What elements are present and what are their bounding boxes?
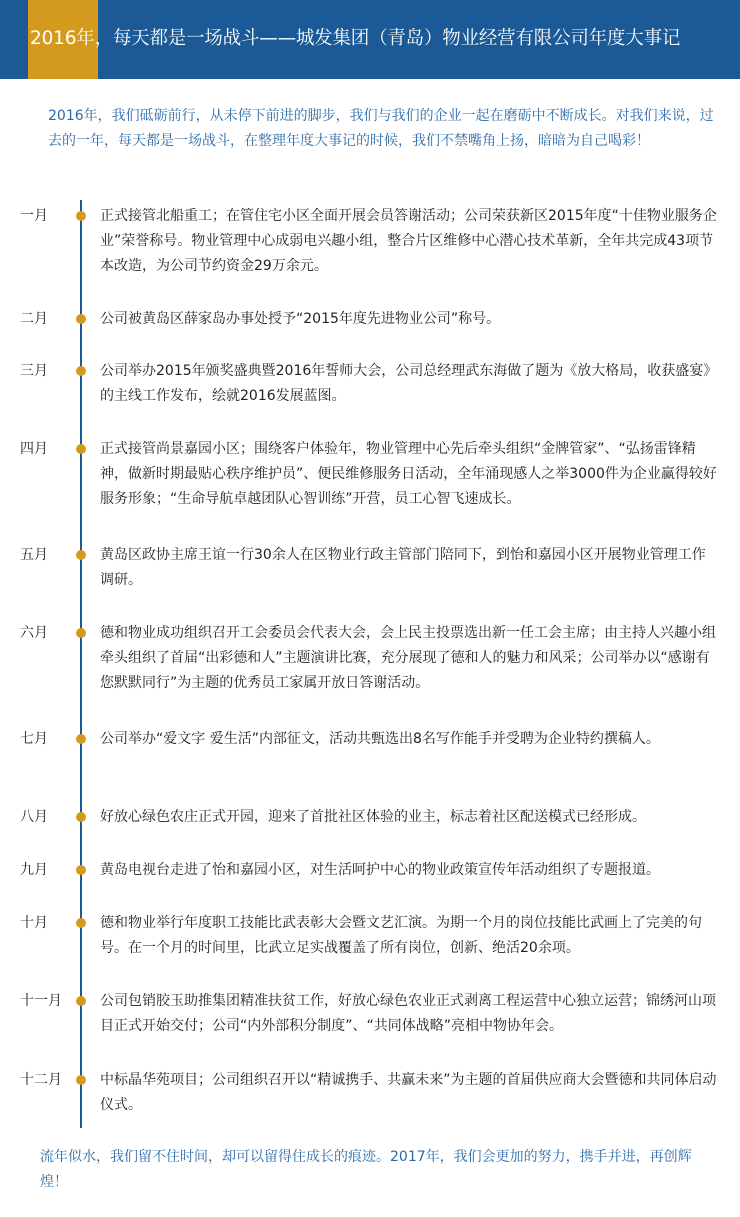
event-text: 正式接管北船重工；在管住宅小区全面开展会员答谢活动；公司荣获新区2015年度“十佳物业服务企业”荣誉称号。物业管理中心成弱电兴趣小组，整合片区维修中心潜心技术革新，全年共完成43项节本改造，为公司节约资金29万余元。 bbox=[100, 208, 717, 274]
timeline-dot-icon bbox=[76, 734, 86, 744]
timeline-dot-icon bbox=[76, 211, 86, 221]
month-label: 二月 bbox=[20, 311, 48, 327]
month-label: 三月 bbox=[20, 363, 48, 379]
closing-paragraph: 流年似水，我们留不住时间，却可以留得住成长的痕迹。2017年，我们会更加的努力，携手并进，再创辉煌！ bbox=[40, 1149, 692, 1190]
month-label: 一月 bbox=[20, 208, 48, 224]
event-text: 德和物业举行年度职工技能比武表彰大会暨文艺汇演。为期一个月的岗位技能比武画上了完美的句号。在一个月的时间里，比武立足实战覆盖了所有岗位，创新、绝活20余项。 bbox=[100, 915, 702, 956]
month-label: 五月 bbox=[20, 547, 48, 563]
event-text: 公司举办“爱文字 爱生活”内部征文，活动共甄选出8名写作能手并受聘为企业特约撰稿人。 bbox=[100, 731, 660, 747]
timeline-dot-icon bbox=[76, 1075, 86, 1085]
timeline-dot-icon bbox=[76, 918, 86, 928]
event-text: 德和物业成功组织召开工会委员会代表大会，会上民主投票选出新一任工会主席；由主持人兴趣小组牵头组织了首届“出彩德和人”主题演讲比赛，充分展现了德和人的魅力和风采；公司举办以“感谢有您默默同行”为主题的优秀员工家属开放日答谢活动。 bbox=[100, 625, 716, 691]
intro-paragraph: 2016年，我们砥砺前行，从未停下前进的脚步，我们与我们的企业一起在磨砺中不断成长。对我们来说，过去的一年，每天都是一场战斗，在整理年度大事记的时候，我们不禁嘴角上扬，暗暗为自己喝彩！ bbox=[48, 108, 714, 149]
event-text: 公司被黄岛区薛家岛办事处授予“2015年度先进物业公司”称号。 bbox=[100, 311, 501, 327]
timeline-line bbox=[80, 200, 82, 1128]
page-header bbox=[0, 0, 740, 79]
timeline-dot-icon bbox=[76, 314, 86, 324]
timeline-dot-icon bbox=[76, 865, 86, 875]
timeline-dot-icon bbox=[76, 812, 86, 822]
event-text: 黄岛电视台走进了怡和嘉园小区，对生活呵护中心的物业政策宣传年活动组织了专题报道。 bbox=[100, 862, 660, 878]
timeline-dot-icon bbox=[76, 550, 86, 560]
month-label: 四月 bbox=[20, 441, 48, 457]
month-label: 九月 bbox=[20, 862, 48, 878]
month-label: 八月 bbox=[20, 809, 48, 825]
month-label: 十二月 bbox=[20, 1072, 62, 1088]
timeline-dot-icon bbox=[76, 444, 86, 454]
month-label: 十月 bbox=[20, 915, 48, 931]
month-label: 七月 bbox=[20, 731, 48, 747]
event-text: 中标晶华苑项目；公司组织召开以“精诚携手、共赢未来”为主题的首届供应商大会暨德和共同体启动仪式。 bbox=[100, 1072, 717, 1113]
page-title: 2016年，每天都是一场战斗——城发集团（青岛）物业经营有限公司年度大事记 bbox=[30, 28, 681, 49]
event-text: 公司举办2015年颁奖盛典暨2016年誓师大会，公司总经理武东海做了题为《放大格局，收获盛宴》的主线工作发布，绘就2016发展蓝图。 bbox=[100, 363, 718, 404]
month-label: 十一月 bbox=[20, 993, 62, 1009]
event-text: 公司包销胶玉助推集团精准扶贫工作，好放心绿色农业正式剥离工程运营中心独立运营；锦绣河山项目正式开始交付；公司“内外部积分制度”、“共同体战略”亮相中物协年会。 bbox=[100, 993, 716, 1034]
timeline-dot-icon bbox=[76, 366, 86, 376]
month-label: 六月 bbox=[20, 625, 48, 641]
timeline-dot-icon bbox=[76, 628, 86, 638]
event-text: 好放心绿色农庄正式开园，迎来了首批社区体验的业主，标志着社区配送模式已经形成。 bbox=[100, 809, 646, 825]
event-text: 黄岛区政协主席王谊一行30余人在区物业行政主管部门陪同下，到怡和嘉园小区开展物业管理工作调研。 bbox=[100, 547, 706, 588]
timeline-dot-icon bbox=[76, 996, 86, 1006]
event-text: 正式接管尚景嘉园小区；围绕客户体验年，物业管理中心先后牵头组织“金牌管家”、“弘扬雷锋精神，做新时期最贴心秩序维护员”、便民维修服务日活动，全年涌现感人之举3000件为企业赢得较好服务形象；“生命导航卓越团队心智训练”开营，员工心智飞速成长。 bbox=[100, 441, 717, 507]
